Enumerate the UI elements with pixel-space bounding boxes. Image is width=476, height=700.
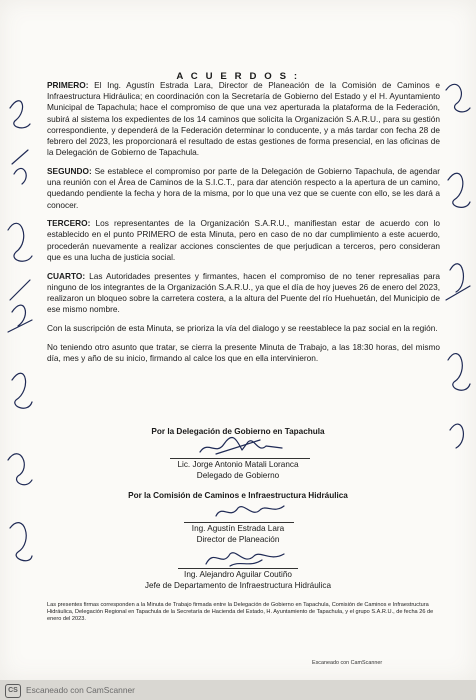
planeacion-name: Ing. Agustín Estrada Lara <box>191 524 285 533</box>
heading-acuerdos: A C U E R D O S : <box>176 71 300 82</box>
text-tercero: Los representantes de la Organización S.A.R.U., manifiestan estar de acuerdo con lo establecido en el punto PRIMERO de esta Minuta, pero en caso de no dar cumplimiento a este acuerdo, procederán nuevamente a realizar acciones conscientes de que perjudican a terceros, pero consideran que es una lucha de justicia social. <box>47 218 440 262</box>
paragraph-segundo <box>47 166 440 211</box>
delegacion-name: Lic. Jorge Antonio Matali Loranca <box>177 460 299 469</box>
paragraph-paz-social <box>47 323 440 334</box>
text-cuarto: Las Autoridades presentes y firmantes, hacen el compromiso de no tener represalias para ninguno de los integrantes de la Organización S.A.R.U., ya que el día de hoy jueves 26 de enero del 2023, realizaron un bloqueo sobre la carretera costera, a la altura del Puente del río Huehuetán, del Municipio de ese mismo nombre. <box>47 270 440 315</box>
comision-title: Por la Comisión de Caminos e Infraestructura Hidráulica <box>128 491 348 500</box>
infraestructura-role: Jefe de Departamento de Infraestructura Hidráulica <box>144 581 332 590</box>
infraestructura-name: Ing. Alejandro Aguilar Coutiño <box>184 570 292 579</box>
right-margin-signatures <box>440 60 474 460</box>
paragraph-cuarto <box>47 271 440 316</box>
delegacion-title: Por la Delegación de Gobierno en Tapachula <box>151 427 325 436</box>
lead-cuarto: CUARTO: <box>47 270 86 281</box>
text-segundo: Se establece el compromiso por parte de la Delegación de Gobierno Tapachula, de agendar una reunión con el Área de Caminos de la S.I.C.T., para dar atención respecto a la apertura de un camino, quedando pendiente la fecha y hora de la misma, por lo que una vez que se cuente con ello, se les dará a conocer. <box>47 165 440 210</box>
infraestructura-signer <box>0 569 476 591</box>
text-cierre: No teniendo otro asunto que tratar, se cierra la presente Minuta de Trabajo, a las 18:30 horas, del mismo día, mes y año de su inicio, firmando al calce los que en ella intervinieron. <box>47 341 440 363</box>
scanned-label: Escaneado con CamScanner <box>312 660 383 666</box>
paragraph-primero <box>47 80 440 158</box>
signature-planeacion <box>212 500 288 522</box>
delegacion-signer <box>0 459 476 481</box>
paragraph-tercero <box>47 218 440 263</box>
agreements-body <box>47 80 440 371</box>
camscanner-bar <box>0 680 476 700</box>
text-paz-social: Con la suscripción de esta Minuta, se prioriza la vía del dialogo y se reestablece la paz social en la región. <box>47 322 438 333</box>
lead-tercero: TERCERO: <box>47 218 91 229</box>
camscanner-logo-icon: CS <box>5 684 21 698</box>
paragraph-cierre <box>47 342 440 364</box>
footnote: Las presentes firmas corresponden a la Minuta de Trabajo firmada entre la Delegación de Gobierno en Tapachula, Comisión de Caminos e Infraestructura Hidráulica, Delegación Regional en Tapachula de la Secretaría de Hacienda del Estado, H. Ayuntamiento de Tapachula, y el grupo S.A.R.U., de fecha 26 de enero del 2023. <box>47 602 434 622</box>
camscanner-text: Escaneado con CamScanner <box>26 685 135 695</box>
lead-segundo: SEGUNDO: <box>47 165 92 176</box>
left-margin-signatures <box>2 80 38 580</box>
lead-primero: PRIMERO: <box>47 80 89 90</box>
delegacion-role: Delegado de Gobierno <box>196 471 280 480</box>
text-primero: El Ing. Agustín Estrada Lara, Director de Planeación de la Comisión de Caminos e Infraestructura Hidráulica; en coordinación con la Secretaría de Gobierno del Estado y el H. Ayuntamiento Municipal de Tapachula; hace el compromiso de que una vez aperturada la plataforma de la Federación, subirá al sistema los expedientes de los 14 caminos que solicita la Organización S.A.R.U., para su gestión correspondiente, y dependerá de la Federación determinar lo conducente, y a más tardar con fecha 28 de febrero del 2023, les proporcionará el resultado de estas gestiones de forma presencial, en las oficinas de la Delegación de Gobierno de Tapachula. <box>47 80 440 158</box>
planeacion-signer <box>0 523 476 545</box>
signature-delegado <box>196 434 286 458</box>
signature-infraestructura <box>200 546 290 570</box>
planeacion-role: Director de Planeación <box>196 535 280 544</box>
